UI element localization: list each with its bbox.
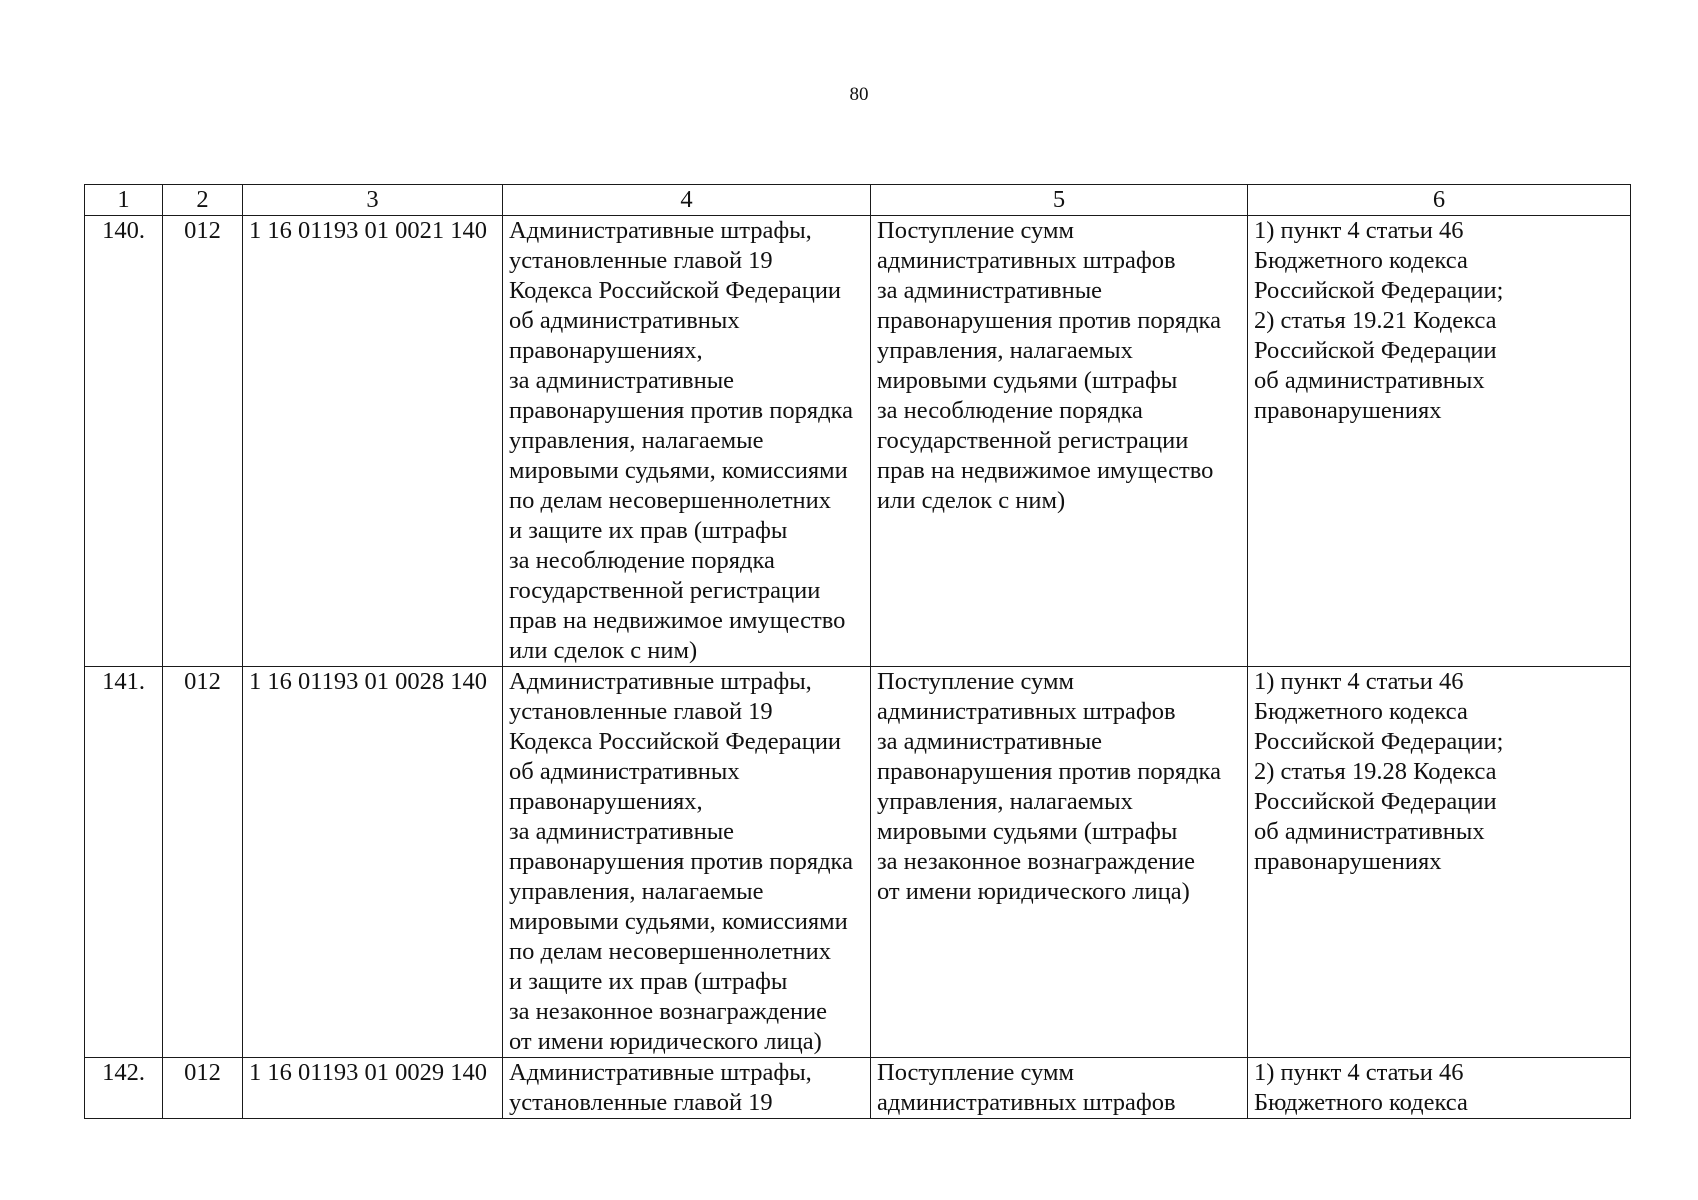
text-line: за административные bbox=[877, 728, 1103, 755]
text-line: прав на недвижимое имущество bbox=[509, 607, 846, 634]
text-line: Российской Федерации; bbox=[1254, 277, 1504, 304]
text-line: 1) пункт 4 статьи 46 bbox=[1254, 1059, 1464, 1086]
text-line: административных штрафов bbox=[877, 698, 1176, 725]
text-line: правонарушения против порядка bbox=[877, 307, 1221, 334]
row-number: 142. bbox=[85, 1058, 163, 1119]
legal-basis bbox=[1248, 216, 1631, 667]
admin-code: 012 bbox=[163, 216, 243, 667]
legal-basis bbox=[1248, 1058, 1631, 1119]
text-line: правонарушения против порядка bbox=[877, 758, 1221, 785]
text-line: Административные штрафы, bbox=[509, 217, 812, 244]
text-line: правонарушениях bbox=[1254, 848, 1442, 875]
text-line: мировыми судьями (штрафы bbox=[877, 367, 1178, 394]
text-line: установленные главой 19 bbox=[509, 1089, 773, 1116]
text-line: 2) статья 19.28 Кодекса bbox=[1254, 758, 1497, 785]
text-line: Российской Федерации; bbox=[1254, 728, 1504, 755]
budget-classification-table bbox=[84, 184, 1631, 1119]
text-line: Кодекса Российской Федерации bbox=[509, 728, 842, 755]
text-line: от имени юридического лица) bbox=[877, 878, 1190, 905]
text-line: правонарушениях, bbox=[509, 788, 703, 815]
text-line: мировыми судьями (штрафы bbox=[877, 818, 1178, 845]
table-row bbox=[85, 216, 1631, 667]
text-line: Поступление сумм bbox=[877, 1059, 1074, 1086]
text-line: Административные штрафы, bbox=[509, 1059, 812, 1086]
kbk-code: 1 16 01193 01 0028 140 bbox=[243, 667, 503, 1058]
header-cell-3: 3 bbox=[243, 185, 503, 216]
header-row bbox=[85, 185, 1631, 216]
admin-code: 012 bbox=[163, 1058, 243, 1119]
text-line: мировыми судьями, комиссиями bbox=[509, 908, 848, 935]
table-row bbox=[85, 667, 1631, 1058]
text-line: Поступление сумм bbox=[877, 217, 1074, 244]
text-line: государственной регистрации bbox=[877, 427, 1189, 454]
text-line: Российской Федерации bbox=[1254, 788, 1497, 815]
text-line: управления, налагаемые bbox=[509, 427, 764, 454]
text-line: правонарушения против порядка bbox=[509, 848, 853, 875]
text-line: правонарушениях bbox=[1254, 397, 1442, 424]
text-line: правонарушения против порядка bbox=[509, 397, 853, 424]
text-line: за административные bbox=[509, 367, 735, 394]
text-line: Бюджетного кодекса bbox=[1254, 247, 1468, 274]
text-line: административных штрафов bbox=[877, 247, 1176, 274]
text-line: прав на недвижимое имущество bbox=[877, 457, 1214, 484]
legal-basis bbox=[1248, 667, 1631, 1058]
text-line: или сделок с ним) bbox=[509, 637, 698, 664]
header-cell-1: 1 bbox=[85, 185, 163, 216]
kbk-code: 1 16 01193 01 0021 140 bbox=[243, 216, 503, 667]
header-cell-4: 4 bbox=[503, 185, 871, 216]
revenue-name bbox=[503, 216, 871, 667]
text-line: 1) пункт 4 статьи 46 bbox=[1254, 668, 1464, 695]
text-line: правонарушениях, bbox=[509, 337, 703, 364]
header-cell-2: 2 bbox=[163, 185, 243, 216]
text-line: мировыми судьями, комиссиями bbox=[509, 457, 848, 484]
text-line: 1) пункт 4 статьи 46 bbox=[1254, 217, 1464, 244]
text-line: Российской Федерации bbox=[1254, 337, 1497, 364]
text-line: за незаконное вознаграждение bbox=[509, 998, 828, 1025]
page-number: 80 bbox=[849, 84, 869, 105]
text-line: установленные главой 19 bbox=[509, 698, 773, 725]
text-line: за административные bbox=[509, 818, 735, 845]
text-line: от имени юридического лица) bbox=[509, 1028, 822, 1055]
text-line: за несоблюдение порядка bbox=[877, 397, 1143, 424]
text-line: за незаконное вознаграждение bbox=[877, 848, 1196, 875]
revenue-name bbox=[503, 1058, 871, 1119]
text-line: установленные главой 19 bbox=[509, 247, 773, 274]
text-line: Поступление сумм bbox=[877, 668, 1074, 695]
text-line: Кодекса Российской Федерации bbox=[509, 277, 842, 304]
text-line: по делам несовершеннолетних bbox=[509, 938, 831, 965]
kbk-code: 1 16 01193 01 0029 140 bbox=[243, 1058, 503, 1119]
text-line: и защите их прав (штрафы bbox=[509, 968, 788, 995]
text-line: государственной регистрации bbox=[509, 577, 821, 604]
header-cell-5: 5 bbox=[871, 185, 1248, 216]
header-cell-6: 6 bbox=[1248, 185, 1631, 216]
text-line: 2) статья 19.21 Кодекса bbox=[1254, 307, 1497, 334]
admin-code: 012 bbox=[163, 667, 243, 1058]
text-line: административных штрафов bbox=[877, 1089, 1176, 1116]
text-line: Административные штрафы, bbox=[509, 668, 812, 695]
table-body bbox=[85, 216, 1631, 1119]
table-row bbox=[85, 1058, 1631, 1119]
text-line: об административных bbox=[1254, 367, 1485, 394]
text-line: об административных bbox=[509, 758, 740, 785]
text-line: по делам несовершеннолетних bbox=[509, 487, 831, 514]
text-line: об административных bbox=[509, 307, 740, 334]
text-line: Бюджетного кодекса bbox=[1254, 1089, 1468, 1116]
text-line: управления, налагаемых bbox=[877, 788, 1133, 815]
text-line: или сделок с ним) bbox=[877, 487, 1066, 514]
text-line: и защите их прав (штрафы bbox=[509, 517, 788, 544]
text-line: управления, налагаемые bbox=[509, 878, 764, 905]
revenue-description bbox=[871, 667, 1248, 1058]
text-line: об административных bbox=[1254, 818, 1485, 845]
revenue-name bbox=[503, 667, 871, 1058]
text-line: управления, налагаемых bbox=[877, 337, 1133, 364]
text-line: за несоблюдение порядка bbox=[509, 547, 775, 574]
text-line: за административные bbox=[877, 277, 1103, 304]
row-number: 140. bbox=[85, 216, 163, 667]
row-number: 141. bbox=[85, 667, 163, 1058]
text-line: Бюджетного кодекса bbox=[1254, 698, 1468, 725]
revenue-description bbox=[871, 1058, 1248, 1119]
revenue-description bbox=[871, 216, 1248, 667]
